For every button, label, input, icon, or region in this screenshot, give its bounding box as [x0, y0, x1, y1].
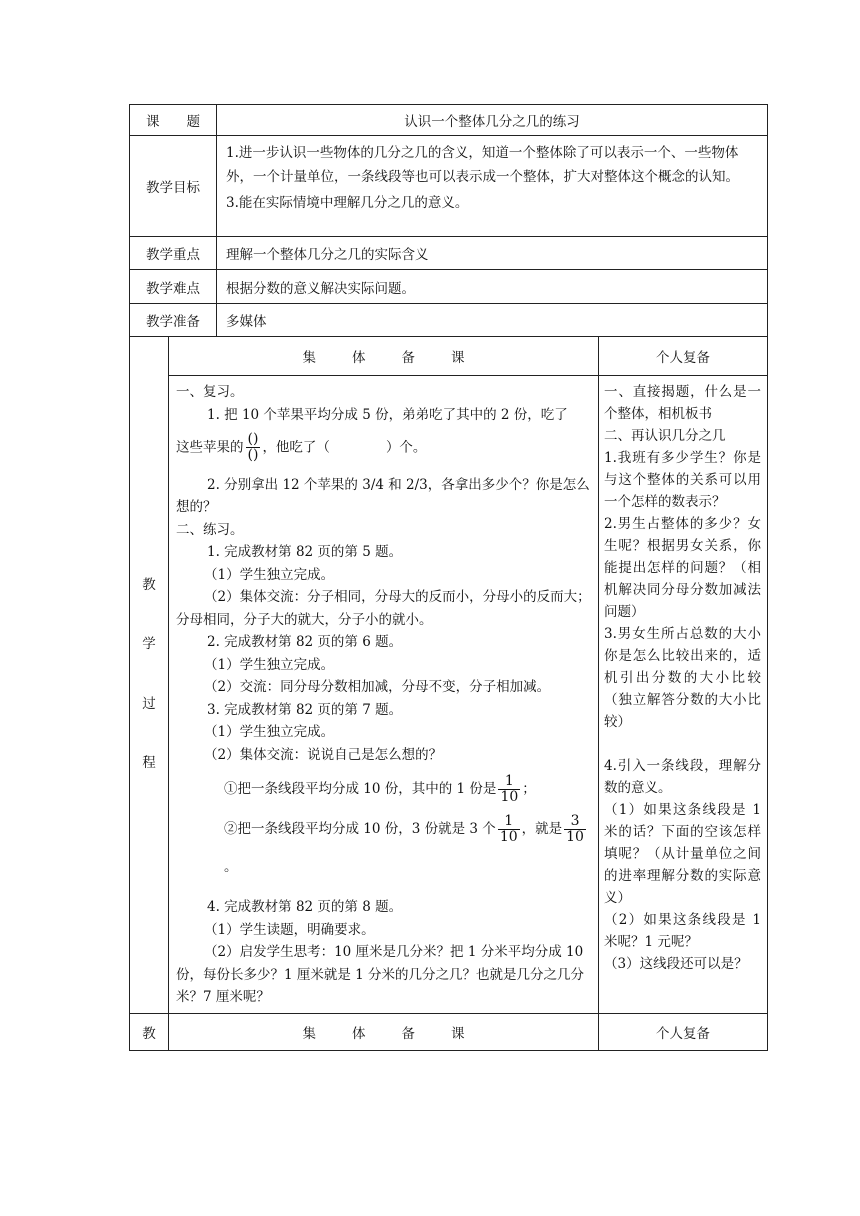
review-q1-line1: 1. 把 10 个苹果平均分成 5 份，弟弟吃了其中的 2 份，吃了 — [207, 406, 568, 423]
note-6: 4.引入一条线段，理解分数的意义。 — [604, 758, 761, 796]
lesson-plan-table — [129, 104, 768, 1051]
section-review: 一、复习。 — [176, 384, 244, 400]
process-header-row — [130, 337, 768, 376]
topic-title: 认识一个整体几分之几的练习 — [217, 105, 768, 136]
note-5: 3.男女生所占总数的大小你是怎么比较出来的，适机引出分数的大小比较（独立解答分数的大小比较） — [604, 626, 761, 730]
note-9: （3）这线段还可以是？ — [604, 956, 748, 972]
task-2-step-1: （1）学生独立完成。 — [204, 656, 335, 673]
objectives-content — [217, 136, 768, 237]
task-1: 1. 完成教材第 82 页的第 5 题。 — [207, 544, 403, 561]
task-4: 4. 完成教材第 82 页的第 8 题。 — [207, 899, 403, 916]
note-3: 1.我班有多少学生？你是与这个整体的关系可以用一个怎样的数表示？ — [604, 450, 761, 510]
side-char-2: 学 — [142, 636, 156, 653]
objective-1: 1.进一步认识一些物体的几分之几的含义，知道一个整体除了可以表示一个、一些物体外，一个计量单位，一条线段等也可以表示成一个整体，扩大对整体这个概念的认知。 — [226, 145, 739, 185]
difficulty-label: 教学难点 — [130, 270, 217, 304]
difficulty-value: 根据分数的意义解决实际问题。 — [217, 270, 768, 304]
side-char-3: 过 — [142, 695, 156, 712]
task-3: 3. 完成教材第 82 页的第 7 题。 — [207, 701, 403, 718]
task-3-point-2: ②把一条线段平均分成 10 份，3 份就是 3 个 $\frac{1}{10}$ ，就是 $\frac{3}{10}$ 。 — [224, 812, 584, 876]
task-3-point-1: ①把一条线段平均分成 10 份，其中的 1 份是 $\frac{1}{10}$ ； — [224, 772, 536, 806]
footer-collective-header: 集 体 备 课 — [169, 1013, 599, 1050]
side-char-1: 教 — [142, 576, 156, 593]
keypoint-value: 理解一个整体几分之几的实际含义 — [217, 237, 768, 270]
personal-prep-header: 个人复备 — [599, 337, 768, 376]
task-1-step-1: （1）学生独立完成。 — [204, 566, 335, 583]
note-spacer — [604, 733, 761, 755]
footer-side-label: 教 — [130, 1013, 169, 1050]
fraction-one-tenth: $\frac{1}{10}$ — [500, 772, 519, 806]
side-char-4: 程 — [142, 755, 156, 772]
keypoint-row — [130, 237, 768, 270]
task-2-step-2: （2）交流：同分母分数相加减，分母不变，分子相加减。 — [204, 679, 551, 696]
topic-label: 课 题 — [130, 105, 217, 136]
footer-personal-header: 个人复备 — [599, 1013, 768, 1050]
review-q2: 2. 分别拿出 12 个苹果的 3/4 和 2/3，各拿出多少个？你是怎么想的？ — [176, 476, 590, 516]
task-3-step-2: （2）集体交流：说说自己是怎么想的？ — [204, 746, 443, 763]
objectives-label: 教学目标 — [130, 136, 217, 237]
personal-prep-content — [599, 376, 768, 1014]
fraction-three-tenths: $\frac{3}{10}$ — [566, 812, 584, 846]
fraction-one-tenth-b: $\frac{1}{10}$ — [499, 812, 518, 846]
task-2: 2. 完成教材第 82 页的第 6 题。 — [207, 634, 403, 651]
prep-value: 多媒体 — [217, 304, 768, 337]
objective-3: 3.能在实际情境中理解几分之几的意义。 — [226, 195, 469, 211]
footer-row — [130, 1013, 768, 1050]
note-2: 二、再认识几分之几 — [604, 428, 726, 444]
difficulty-row — [130, 270, 768, 304]
review-q1-line2: 这些苹果的 $\frac{()}{()}$ ，他吃了（ ）个。 — [176, 431, 427, 464]
note-8: （2）如果这条线段是 1 米呢？1 元呢？ — [604, 912, 761, 950]
note-1: 一、直接揭题，什么是一个整体，相机板书 — [604, 384, 761, 422]
note-4: 2.男生占整体的多少？女生呢？根据男女关系，你能提出怎样的问题？（相机解决同分母分数加减法问题） — [604, 516, 761, 620]
task-4-step-1: （1）学生读题，明确要求。 — [204, 921, 375, 938]
prep-row — [130, 304, 768, 337]
collective-prep-content — [169, 376, 599, 1014]
blank-fraction: $\frac{()}{()}$ — [247, 431, 259, 464]
task-1-step-2: （2）集体交流：分子相同，分母大的反而小，分母小的反而大；分母相同，分子大的就大，分子小的就小。 — [176, 589, 591, 628]
process-side-label — [130, 337, 169, 1014]
prep-label: 教学准备 — [130, 304, 217, 337]
task-4-step-2: （2）启发学生思考：10 厘米是几分米？把 1 分米平均分成 10 份，每份长多少？1 厘米就是 1 分米的几分之几？也就是几分之几分米？7 厘米呢？ — [176, 944, 585, 1006]
section-practice: 二、练习。 — [176, 521, 244, 538]
note-7: （1）如果这条线段是 1 米的话？下面的空该怎样填呢？（从计量单位之间的进率理解分数的实际意义） — [604, 802, 761, 906]
topic-row — [130, 105, 768, 136]
keypoint-label: 教学重点 — [130, 237, 217, 270]
collective-prep-header: 集 体 备 课 — [169, 337, 599, 376]
task-3-step-1: （1）学生独立完成。 — [204, 724, 335, 741]
process-body-row — [130, 376, 768, 1014]
objectives-row — [130, 136, 768, 237]
